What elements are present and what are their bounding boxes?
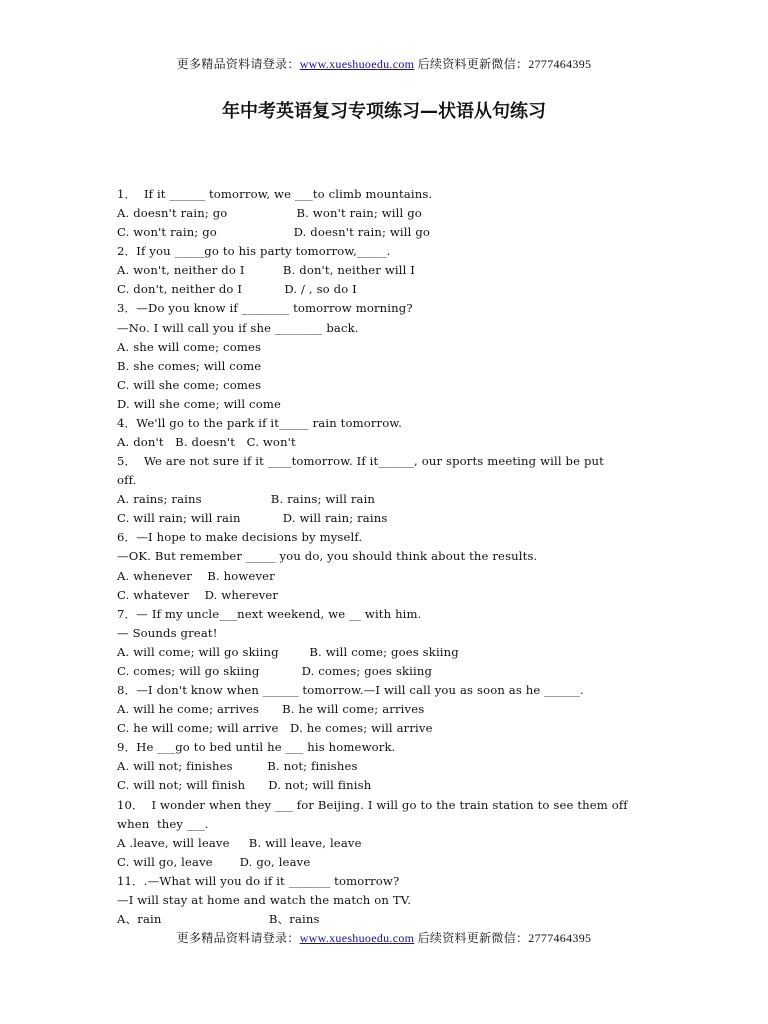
text-line: off. bbox=[117, 473, 137, 488]
text-line: —OK. But remember _____ you do, you should think about the results. bbox=[117, 549, 538, 564]
footer-suffix: 后续资料更新微信：2777464395 bbox=[414, 931, 592, 945]
exercise-body bbox=[117, 185, 662, 929]
text-line: A. will not; finishes B. not; finishes bbox=[117, 759, 358, 774]
text-line: 7．— If my uncle___next weekend, we __ with him. bbox=[117, 606, 422, 621]
header-link[interactable]: www.xueshuoedu.com bbox=[299, 57, 415, 71]
text-line: 10． I wonder when they ___ for Beijing. I will go to the train station to see them off bbox=[117, 797, 628, 812]
text-line: 6．—I hope to make decisions by myself. bbox=[117, 530, 363, 545]
page-footer bbox=[0, 929, 768, 946]
text-line: C. don't, neither do I D. / , so do I bbox=[117, 282, 357, 297]
text-line: C. won't rain; go D. doesn't rain; will go bbox=[117, 225, 431, 240]
text-line: D. will she come; will come bbox=[117, 396, 281, 411]
text-line: A .leave, will leave B. will leave, leave bbox=[117, 835, 362, 850]
text-line: A. don't B. doesn't C. won't bbox=[117, 435, 296, 450]
text-line: A. doesn't rain; go B. won't rain; will go bbox=[117, 206, 422, 221]
text-line: 5． We are not sure if it ____tomorrow. If it______, our sports meeting will be put bbox=[117, 454, 604, 469]
text-line: C. will rain; will rain D. will rain; rains bbox=[117, 511, 388, 526]
text-line: — Sounds great! bbox=[117, 625, 218, 640]
header-prefix: 更多精品资料请登录： bbox=[176, 57, 300, 71]
text-line: C. whatever D. wherever bbox=[117, 587, 279, 602]
text-line: C. will she come; comes bbox=[117, 377, 262, 392]
document-title: 年中考英语复习专项练习—状语从句练习 bbox=[222, 101, 546, 122]
text-line: C. will go, leave D. go, leave bbox=[117, 854, 311, 869]
page-header bbox=[0, 55, 768, 72]
text-line: A、rain B、rains bbox=[117, 911, 320, 926]
text-line: A. rains; rains B. rains; will rain bbox=[117, 492, 376, 507]
text-line: 4．We'll go to the park if it_____ rain tomorrow. bbox=[117, 415, 402, 430]
text-line: 9．He ___go to bed until he ___ his homework. bbox=[117, 740, 396, 755]
text-line: B. she comes; will come bbox=[117, 358, 262, 373]
text-line: 11．.—What will you do if it _______ tomorrow? bbox=[117, 873, 400, 888]
text-line: 1． If it ______ tomorrow, we ___to climb mountains. bbox=[117, 187, 433, 201]
text-line: when they ___. bbox=[117, 816, 209, 831]
text-line: A. whenever B. however bbox=[117, 568, 275, 583]
text-line: A. won't, neither do I B. don't, neither will I bbox=[117, 263, 416, 278]
text-line: A. will come; will go skiing B. will come; goes skiing bbox=[117, 644, 459, 659]
header-suffix: 后续资料更新微信：2777464395 bbox=[414, 57, 592, 71]
text-line: C. comes; will go skiing D. comes; goes skiing bbox=[117, 663, 433, 678]
text-line: A. she will come; comes bbox=[117, 339, 262, 354]
text-line: A. will he come; arrives B. he will come; arrives bbox=[117, 702, 425, 717]
footer-link[interactable]: www.xueshuoedu.com bbox=[299, 931, 415, 945]
text-line: —I will stay at home and watch the match on TV. bbox=[117, 892, 412, 907]
text-line: —No. I will call you if she ________ back. bbox=[117, 320, 359, 335]
text-line: C. will not; will finish D. not; will finish bbox=[117, 778, 372, 793]
footer-prefix: 更多精品资料请登录： bbox=[176, 931, 300, 945]
text-line: 8．—I don't know when ______ tomorrow.—I will call you as soon as he ______. bbox=[117, 683, 584, 698]
text-line: 3．—Do you know if ________ tomorrow morning? bbox=[117, 301, 413, 316]
text-line: 2．If you _____go to his party tomorrow,_____. bbox=[117, 244, 391, 259]
text-line: C. he will come; will arrive D. he comes; will arrive bbox=[117, 721, 433, 736]
